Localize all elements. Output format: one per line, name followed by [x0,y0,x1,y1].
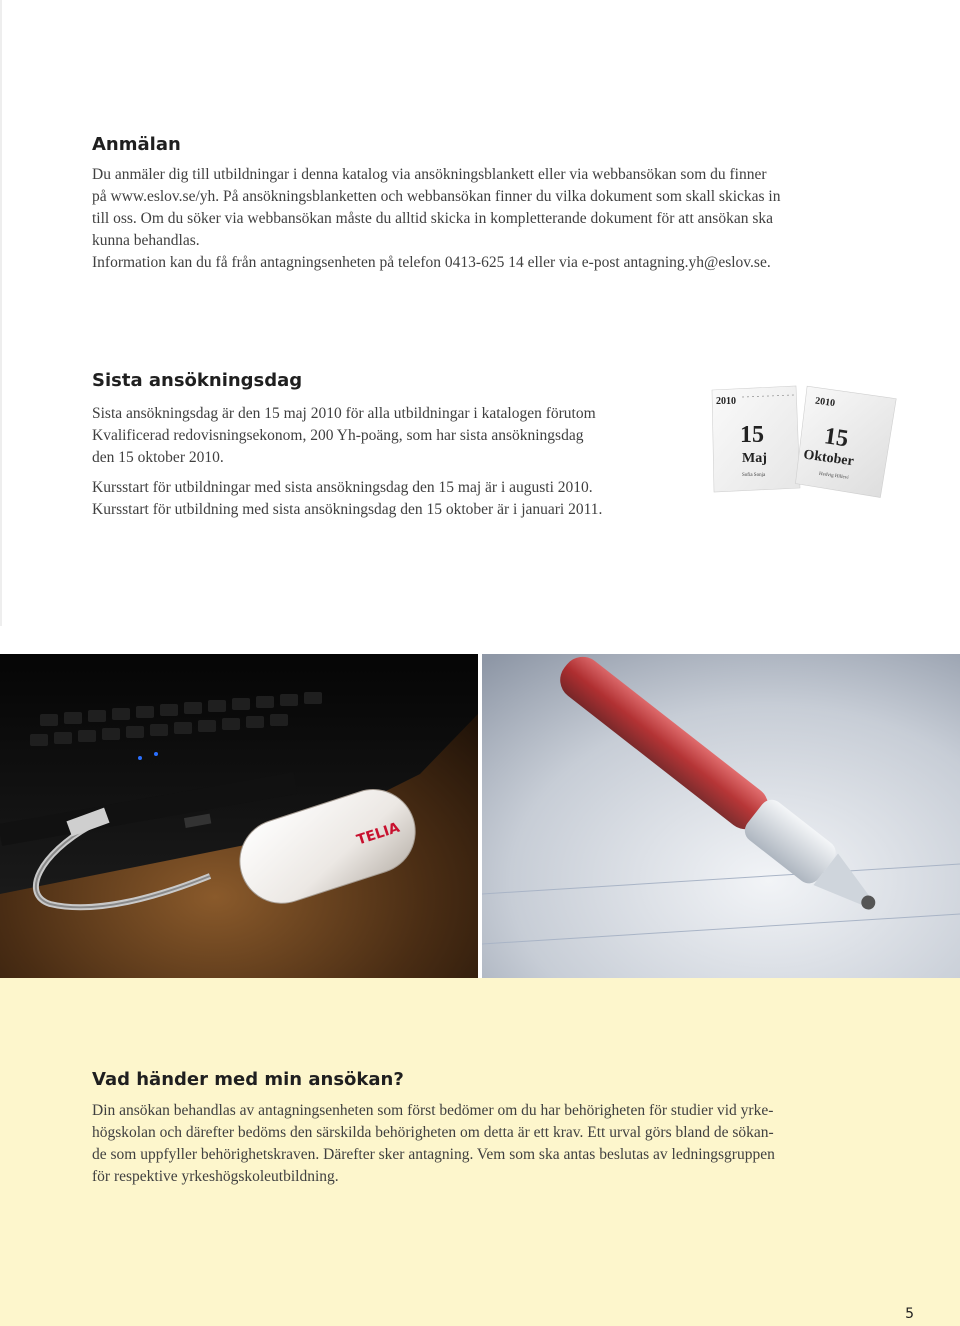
usb-modem-photo [0,654,478,978]
pen-photo [482,654,960,978]
sista-paragraph [92,403,596,469]
vad-line: de som uppfyller behörighetskraven. Därefter sker antagning. Vem som ska antas beslutas av ledningsgruppen [92,1146,775,1163]
calendar-day-2: 15 [822,423,850,453]
calendar-year-1: 2010 [716,396,736,407]
vad-line: Din ansökan behandlas av antagningsenheten som först bedömer om du har behörigheten för studier vid yrke- [92,1102,774,1119]
anmalan-line: till oss. Om du söker via webbansökan måste du alltid skicka in kompletterande dokument för att ansökan ska [92,210,773,227]
calendar-pages-image [700,380,900,510]
calendar-month-2: Oktober [802,447,855,470]
page-number: 5 [905,1306,914,1322]
kursstart-line: Kursstart för utbildning med sista ansökningsdag den 15 oktober är i januari 2011. [92,501,603,518]
anmalan-paragraph [92,164,780,274]
vad-paragraph [92,1100,775,1188]
vad-line: högskolan och därefter bedöms den särskilda behörigheten om detta är ett krav. Ett urval görs bland de sökan- [92,1124,774,1141]
anmalan-line: kunna behandlas. [92,232,200,249]
anmalan-line: Information kan du få från antagningsenheten på telefon 0413-625 14 eller via e-post antagning.yh@eslov.se. [92,254,771,271]
left-edge-line [0,0,2,626]
anmalan-heading: Anmälan [92,134,181,155]
usb-brand-label: TELIA [354,819,402,849]
kursstart-paragraph [92,477,602,521]
calendar-page-may [712,386,800,492]
vad-heading: Vad händer med min ansökan? [92,1069,404,1090]
sista-heading: Sista ansökningsdag [92,370,303,391]
calendar-month-1: Maj [742,451,767,466]
vad-line: för respektive yrkeshögskoleutbildning. [92,1168,339,1185]
anmalan-line: Du anmäler dig till utbildningar i denna katalog via ansökningsblankett eller via webbansökan som du finner [92,166,767,183]
sista-line: Sista ansökningsdag är den 15 maj 2010 för alla utbildningar i katalogen förutom [92,405,596,422]
calendar-page-october [793,386,896,498]
calendar-year-2: 2010 [814,395,836,410]
sista-line: den 15 oktober 2010. [92,449,224,466]
anmalan-line: på www.eslov.se/yh. På ansökningsblanketten och webbansökan finner du vilka dokument som skall skickas in [92,188,781,205]
calendar-name-1: Sofia Sonja [742,473,766,478]
calendar-name-2: Hedvig Hillevi [818,471,849,481]
sista-line: Kvalificerad redovisningsekonom, 200 Yh-poäng, som har sista ansökningsdag [92,427,584,444]
top-band [0,0,960,626]
calendar-day-1: 15 [740,422,764,448]
kursstart-line: Kursstart för utbildningar med sista ansökningsdag den 15 maj är i augusti 2010. [92,479,593,496]
